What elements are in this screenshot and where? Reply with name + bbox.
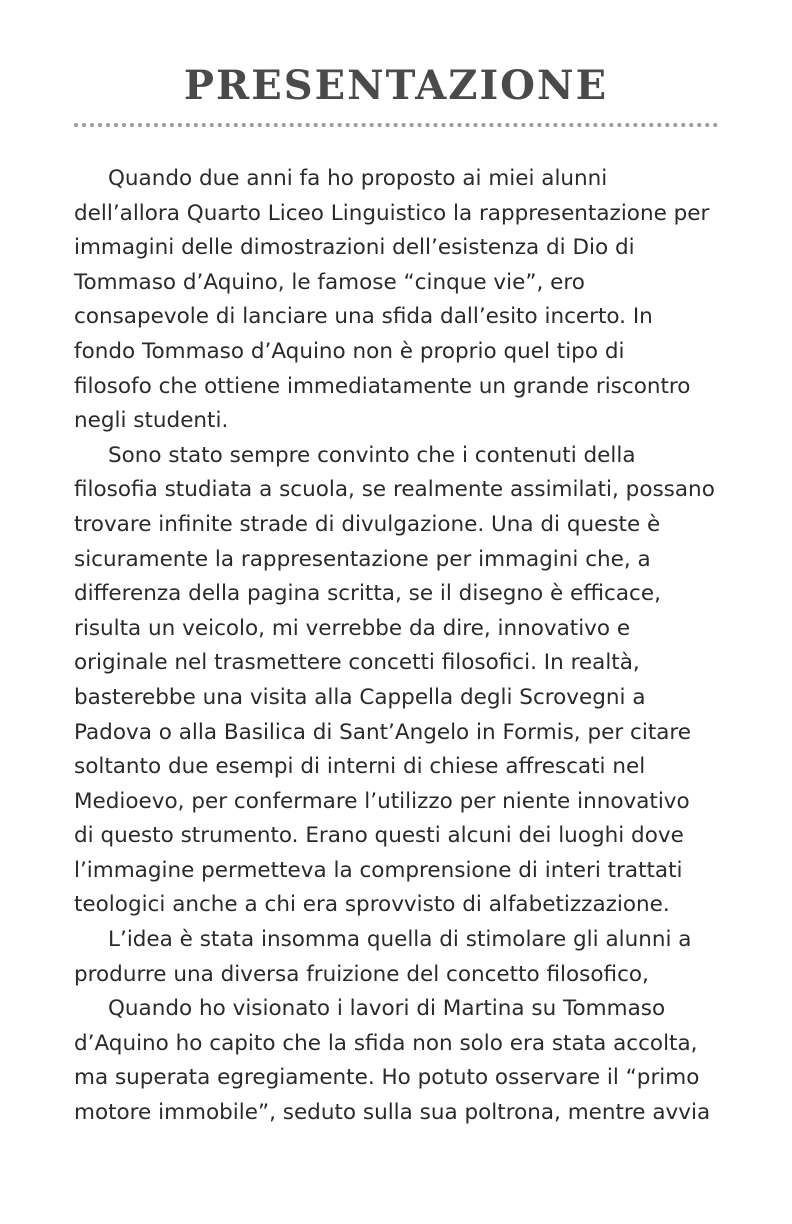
text-line: motore immobile”, seduto sulla sua poltrona, mentre avvia [74, 1100, 711, 1126]
text-line: Quando ho visionato i lavori di Martina su Tommaso [108, 996, 666, 1022]
page-title: PRESENTAZIONE [183, 62, 609, 109]
text-line: risulta un veicolo, mi verrebbe da dire, innovativo e [74, 615, 631, 641]
text-line: soltanto due esempi di interni di chiese affrescati nel [74, 754, 646, 780]
text-line: di questo strumento. Erano questi alcuni dei luoghi dove [74, 823, 684, 849]
paragraph-4 [74, 992, 724, 1130]
text-line: sicuramente la rappresentazione per immagini che, a [74, 546, 651, 572]
text-line: d’Aquino ho capito che la sfida non solo era stata accolta, [74, 1030, 698, 1056]
text-line: Tommaso d’Aquino, le famose “cinque vie”, ero [74, 269, 585, 295]
text-line: ma superata egregiamente. Ho potuto osservare il “primo [74, 1065, 700, 1091]
text-line: filosofo che ottiene immediatamente un grande riscontro [74, 373, 691, 399]
paragraph-1 [74, 162, 724, 439]
dotted-divider [74, 123, 718, 127]
paragraph-2 [74, 439, 724, 923]
paragraph-3 [74, 923, 724, 992]
text-line: originale nel trasmettere concetti filosofici. In realtà, [74, 650, 640, 676]
text-line: l’immagine permetteva la comprensione di interi trattati [74, 857, 683, 883]
text-line: dell’allora Quarto Liceo Linguistico la rappresentazione per [74, 200, 710, 226]
text-line: fondo Tommaso d’Aquino non è proprio quel tipo di [74, 338, 625, 364]
body-text [74, 162, 724, 1131]
text-line: negli studenti. [74, 408, 229, 434]
text-line: Quando due anni fa ho proposto ai miei alunni [108, 166, 608, 191]
text-line: differenza della pagina scritta, se il disegno è efficace, [74, 581, 661, 607]
text-line: immagini delle dimostrazioni dell’esistenza di Dio di [74, 235, 635, 261]
text-line: Padova o alla Basilica di Sant’Angelo in Formis, per citare [74, 719, 692, 745]
text-line: consapevole di lanciare una sfida dall’esito incerto. In [74, 304, 653, 330]
text-line: basterebbe una visita alla Cappella degli Scrovegni a [74, 684, 646, 710]
text-line: Sono stato sempre convinto che i contenuti della [108, 442, 636, 468]
text-line: produrre una diversa fruizione del concetto filosofico, [74, 961, 649, 987]
text-line: filosofia studiata a scuola, se realmente assimilati, possano [74, 477, 715, 503]
text-line: Medioevo, per confermare l’utilizzo per niente innovativo [74, 788, 690, 814]
text-line: teologici anche a chi era sprovvisto di alfabetizzazione. [74, 892, 670, 918]
text-line: trovare infinite strade di divulgazione. Una di queste è [74, 511, 661, 537]
text-line: L’idea è stata insomma quella di stimolare gli alunni a [108, 927, 692, 953]
